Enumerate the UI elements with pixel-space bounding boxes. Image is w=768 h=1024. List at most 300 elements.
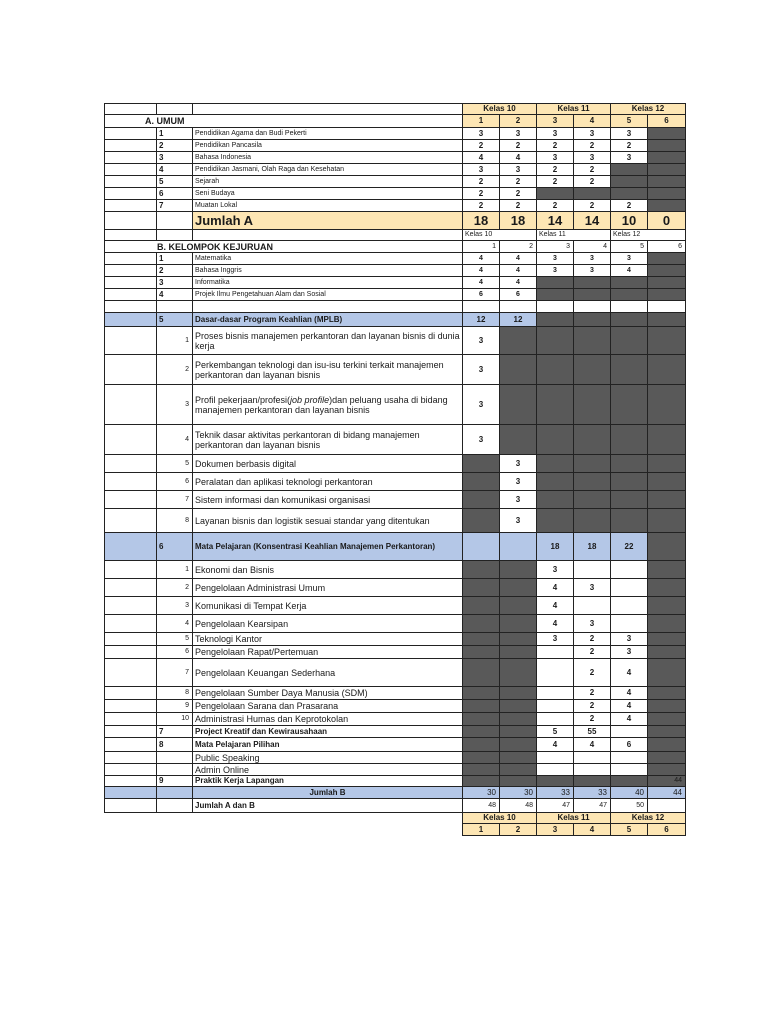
- grade-cell: [648, 659, 686, 687]
- blank-cell: [193, 301, 463, 313]
- blank-cell: [105, 200, 157, 212]
- row-number: 7: [157, 726, 193, 738]
- grade-cell: [537, 327, 574, 355]
- grade-cell: [537, 776, 574, 787]
- grade-cell: 2: [574, 713, 611, 726]
- total-label: Jumlah A: [193, 212, 463, 230]
- table-row: [105, 633, 686, 646]
- total-label: Jumlah A dan B: [193, 799, 463, 813]
- grade-cell: [648, 425, 686, 455]
- row-number: 1: [157, 253, 193, 265]
- grade-cell: [500, 355, 537, 385]
- grade-cell: [648, 491, 686, 509]
- item-number: 7: [157, 659, 193, 687]
- table-row: [105, 327, 686, 355]
- subject-name: Proses bisnis manajemen perkantoran dan layanan bisnis di dunia kerja: [193, 327, 463, 355]
- blank-cell: [105, 385, 157, 425]
- grade-cell: [463, 776, 500, 787]
- kelas-number: 4: [574, 115, 611, 128]
- kelas-number: 3: [537, 115, 574, 128]
- grade-cell: 3: [611, 253, 648, 265]
- jumlah-ab-row: [105, 799, 686, 813]
- table-row: [105, 188, 686, 200]
- grade-cell: [648, 615, 686, 633]
- grade-cell: 4: [574, 738, 611, 752]
- blank-cell: [105, 176, 157, 188]
- grade-cell: 22: [611, 533, 648, 561]
- grade-cell: 4: [537, 597, 574, 615]
- blank-cell: [157, 301, 193, 313]
- blank-cell: [157, 764, 193, 776]
- grade-cell: 4: [611, 659, 648, 687]
- grade-cell: [500, 776, 537, 787]
- blank-cell: [105, 700, 157, 713]
- grade-cell: [574, 277, 611, 289]
- grade-cell: 3: [537, 265, 574, 277]
- pilihan-row: [105, 738, 686, 752]
- kelas-number: 1: [463, 241, 500, 253]
- blank-cell: [105, 597, 157, 615]
- row-number: 4: [157, 164, 193, 176]
- grade-cell: [648, 152, 686, 164]
- grade-cell: [463, 533, 500, 561]
- grade-cell: [500, 533, 537, 561]
- item-number: 5: [157, 455, 193, 473]
- row-number: 3: [157, 277, 193, 289]
- kelas-footer-row: [105, 813, 686, 824]
- item-number: 2: [157, 579, 193, 597]
- kelas-number: 6: [648, 241, 686, 253]
- grade-cell: 44: [648, 776, 686, 787]
- blank-cell: [105, 164, 157, 176]
- grade-cell: 3: [463, 327, 500, 355]
- subject-name: Ekonomi dan Bisnis: [193, 561, 463, 579]
- blank-cell: [105, 726, 157, 738]
- row-number: 6: [157, 533, 193, 561]
- grade-cell: 3: [463, 164, 500, 176]
- grade-cell: [648, 473, 686, 491]
- grade-cell: 6: [463, 289, 500, 301]
- row-number: 5: [157, 176, 193, 188]
- blank-cell: [105, 188, 157, 200]
- blank-cell: [105, 579, 157, 597]
- grade-cell: [648, 313, 686, 327]
- subject-name: Pendidikan Agama dan Budi Pekerti: [193, 128, 463, 140]
- kelas-header: Kelas 12: [611, 104, 686, 115]
- grade-cell: [611, 385, 648, 425]
- blank-cell: [193, 824, 463, 836]
- subject-name: Project Kreatif dan Kewirausahaan: [193, 726, 463, 738]
- blank-cell: [105, 659, 157, 687]
- total-cell: 47: [537, 799, 574, 813]
- subject-name: Projek Ilmu Pengetahuan Alam dan Sosial: [193, 289, 463, 301]
- grade-cell: 18: [537, 533, 574, 561]
- blank-cell: [105, 140, 157, 152]
- subject-name: Teknologi Kantor: [193, 633, 463, 646]
- grade-cell: [611, 726, 648, 738]
- blank-cell: [105, 787, 157, 799]
- grade-cell: [648, 327, 686, 355]
- blank-cell: [105, 615, 157, 633]
- blank-cell: [105, 813, 157, 824]
- grade-cell: [611, 473, 648, 491]
- grade-cell: [611, 176, 648, 188]
- grade-cell: 3: [574, 128, 611, 140]
- grade-cell: [537, 425, 574, 455]
- grade-cell: 2: [574, 200, 611, 212]
- blank-cell: [105, 313, 157, 327]
- grade-cell: 4: [500, 277, 537, 289]
- grade-cell: [500, 385, 537, 425]
- grade-cell: 3: [463, 385, 500, 425]
- kelas-header: Kelas 10: [463, 230, 537, 241]
- item-number: 1: [157, 327, 193, 355]
- grade-cell: [648, 509, 686, 533]
- subject-name: Pendidikan Pancasila: [193, 140, 463, 152]
- section-title: B. KELOMPOK KEJURUAN: [105, 241, 463, 253]
- kelas-header: Kelas 11: [537, 230, 611, 241]
- grade-cell: [648, 738, 686, 752]
- grade-cell: 2: [537, 140, 574, 152]
- blank-cell: [105, 277, 157, 289]
- kelas-number: 4: [574, 824, 611, 836]
- table-row: [105, 277, 686, 289]
- blank-cell: [105, 633, 157, 646]
- total-cell: 50: [611, 799, 648, 813]
- subject-name: Seni Budaya: [193, 188, 463, 200]
- grade-cell: 2: [463, 200, 500, 212]
- grade-cell: [500, 738, 537, 752]
- item-number: 9: [157, 700, 193, 713]
- grade-cell: 4: [500, 253, 537, 265]
- grade-cell: 3: [500, 491, 537, 509]
- subject-name: Pengelolaan Rapat/Pertemuan: [193, 646, 463, 659]
- blank-cell: [105, 533, 157, 561]
- grade-cell: [611, 561, 648, 579]
- grade-cell: [574, 752, 611, 764]
- subject-name: Public Speaking: [193, 752, 463, 764]
- blank-cell: [157, 752, 193, 764]
- blank-cell: [105, 253, 157, 265]
- grade-cell: [648, 700, 686, 713]
- grade-cell: [500, 659, 537, 687]
- subject-name: Pendidikan Jasmani, Olah Raga dan Kesehatan: [193, 164, 463, 176]
- grade-cell: [500, 646, 537, 659]
- subject-name: Mata Pelajaran (Konsentrasi Keahlian Manajemen Perkantoran): [193, 533, 463, 561]
- grade-cell: [500, 713, 537, 726]
- grade-cell: [537, 455, 574, 473]
- kelas-header: Kelas 12: [611, 813, 686, 824]
- blank-cell: [157, 813, 193, 824]
- grade-cell: 2: [537, 164, 574, 176]
- grade-cell: [648, 277, 686, 289]
- grade-cell: [611, 509, 648, 533]
- grade-cell: [537, 355, 574, 385]
- item-number: 2: [157, 355, 193, 385]
- dasar-row: [105, 313, 686, 327]
- grade-cell: [537, 700, 574, 713]
- kelas-header-row: [105, 104, 686, 115]
- grade-cell: [537, 473, 574, 491]
- row-number: 4: [157, 289, 193, 301]
- grade-cell: 4: [611, 687, 648, 700]
- grade-cell: 2: [574, 700, 611, 713]
- grade-cell: [500, 633, 537, 646]
- grade-cell: [574, 289, 611, 301]
- grade-cell: 3: [574, 579, 611, 597]
- blank-cell: [105, 509, 157, 533]
- total-cell: 33: [537, 787, 574, 799]
- grade-cell: [500, 579, 537, 597]
- row-number: 9: [157, 776, 193, 787]
- grade-cell: [648, 200, 686, 212]
- grade-cell: 2: [574, 164, 611, 176]
- grade-cell: 2: [574, 176, 611, 188]
- grade-cell: [648, 579, 686, 597]
- grade-cell: 55: [574, 726, 611, 738]
- subject-name: Informatika: [193, 277, 463, 289]
- spacer-row: [105, 301, 686, 313]
- grade-cell: [537, 752, 574, 764]
- subject-name: Perkembangan teknologi dan isu-isu terkini terkait manajemen perkantoran dan layanan bisnis: [193, 355, 463, 385]
- blank-cell: [105, 104, 157, 115]
- grade-cell: 2: [611, 200, 648, 212]
- grade-cell: [648, 687, 686, 700]
- grade-cell: [648, 164, 686, 176]
- grade-cell: [463, 491, 500, 509]
- kelas-number: 5: [611, 824, 648, 836]
- grade-cell: 18: [574, 533, 611, 561]
- grade-cell: [537, 188, 574, 200]
- table-row: [105, 200, 686, 212]
- kelas-header: Kelas 10: [463, 813, 537, 824]
- grade-cell: [574, 473, 611, 491]
- grade-cell: [463, 700, 500, 713]
- subject-name: Muatan Lokal: [193, 200, 463, 212]
- blank-cell: [157, 799, 193, 813]
- item-number: 4: [157, 615, 193, 633]
- section-a-title-row: [105, 115, 686, 128]
- subject-name: Pengelolaan Sumber Daya Manusia (SDM): [193, 687, 463, 700]
- grade-cell: [537, 313, 574, 327]
- item-number: 3: [157, 597, 193, 615]
- grade-cell: [463, 764, 500, 776]
- blank-cell: [105, 738, 157, 752]
- grade-cell: 3: [463, 128, 500, 140]
- grade-cell: 2: [463, 176, 500, 188]
- grade-cell: [611, 597, 648, 615]
- blank-cell: [105, 764, 157, 776]
- grade-cell: 4: [463, 152, 500, 164]
- grade-cell: [463, 687, 500, 700]
- item-number: 5: [157, 633, 193, 646]
- grade-cell: 5: [537, 726, 574, 738]
- grade-cell: 3: [463, 355, 500, 385]
- item-number: 10: [157, 713, 193, 726]
- subject-name: Administrasi Humas dan Keprotokolan: [193, 713, 463, 726]
- grade-cell: [648, 188, 686, 200]
- blank-cell: [157, 104, 193, 115]
- subject-name: Layanan bisnis dan logistik sesuai standar yang ditentukan: [193, 509, 463, 533]
- grade-cell: 4: [611, 713, 648, 726]
- total-cell: 10: [611, 212, 648, 230]
- subject-name: Peralatan dan aplikasi teknologi perkantoran: [193, 473, 463, 491]
- grade-cell: [500, 425, 537, 455]
- total-cell: 33: [574, 787, 611, 799]
- grade-cell: [611, 491, 648, 509]
- blank-cell: [105, 327, 157, 355]
- blank-cell: [157, 787, 193, 799]
- grade-cell: [463, 579, 500, 597]
- grade-cell: 3: [537, 253, 574, 265]
- grade-cell: 2: [500, 200, 537, 212]
- total-cell: 48: [463, 799, 500, 813]
- grade-cell: [500, 597, 537, 615]
- grade-cell: [648, 128, 686, 140]
- subject-name: Komunikasi di Tempat Kerja: [193, 597, 463, 615]
- subject-name: Bahasa Indonesia: [193, 152, 463, 164]
- blank-cell: [105, 289, 157, 301]
- grade-cell: [648, 726, 686, 738]
- grade-cell: [500, 327, 537, 355]
- grade-cell: 6: [611, 738, 648, 752]
- table-row: [105, 687, 686, 700]
- item-number: 3: [157, 385, 193, 425]
- blank-cell: [193, 230, 463, 241]
- grade-cell: [648, 455, 686, 473]
- blank-cell: [105, 646, 157, 659]
- section-title: A. UMUM: [105, 115, 463, 128]
- grade-cell: 3: [611, 152, 648, 164]
- row-number: 2: [157, 140, 193, 152]
- kelas-number: 1: [463, 824, 500, 836]
- subject-name: Pengelolaan Administrasi Umum: [193, 579, 463, 597]
- grade-cell: [574, 491, 611, 509]
- table-row: [105, 164, 686, 176]
- row-number: 5: [157, 313, 193, 327]
- blank-cell: [105, 824, 157, 836]
- italic-term: job profile: [290, 394, 330, 405]
- total-cell: 47: [574, 799, 611, 813]
- total-cell: 18: [500, 212, 537, 230]
- subject-name: Sistem informasi dan komunikasi organisasi: [193, 491, 463, 509]
- grade-cell: [611, 164, 648, 176]
- kelas-number: 5: [611, 115, 648, 128]
- blank-cell: [105, 425, 157, 455]
- kelas-number: 2: [500, 241, 537, 253]
- blank-cell: [157, 230, 193, 241]
- total-cell: 0: [648, 212, 686, 230]
- blank-cell: [105, 301, 157, 313]
- blank-cell: [105, 561, 157, 579]
- grade-cell: [463, 455, 500, 473]
- grade-cell: [648, 597, 686, 615]
- grade-cell: [574, 455, 611, 473]
- row-number: 2: [157, 265, 193, 277]
- kelas-number: 6: [648, 824, 686, 836]
- blank-cell: [105, 152, 157, 164]
- grade-cell: [500, 726, 537, 738]
- grade-cell: 3: [537, 128, 574, 140]
- subject-name: Dokumen berbasis digital: [193, 455, 463, 473]
- item-number: 6: [157, 646, 193, 659]
- grade-cell: [574, 355, 611, 385]
- table-row: [105, 355, 686, 385]
- grade-cell: [463, 646, 500, 659]
- table-row: [105, 764, 686, 776]
- subject-name: Dasar-dasar Program Keahlian (MPLB): [193, 313, 463, 327]
- kelas-header: Kelas 12: [611, 230, 686, 241]
- blank-cell: [537, 301, 574, 313]
- grade-cell: [611, 313, 648, 327]
- grade-cell: 4: [463, 253, 500, 265]
- grade-cell: [463, 633, 500, 646]
- jumlah-b-row: [105, 787, 686, 799]
- table-row: [105, 509, 686, 533]
- konsentrasi-row: [105, 533, 686, 561]
- grade-cell: [537, 509, 574, 533]
- grade-cell: 3: [537, 561, 574, 579]
- blank-cell: [105, 713, 157, 726]
- row-number: 1: [157, 128, 193, 140]
- grade-cell: 2: [500, 176, 537, 188]
- total-cell: 44: [648, 787, 686, 799]
- blank-cell: [105, 230, 157, 241]
- subject-name: Praktik Kerja Lapangan: [193, 776, 463, 787]
- grade-cell: 3: [537, 633, 574, 646]
- grade-cell: [463, 473, 500, 491]
- blank-cell: [105, 799, 157, 813]
- grade-cell: [537, 659, 574, 687]
- grade-cell: 3: [500, 455, 537, 473]
- grade-cell: [611, 455, 648, 473]
- grade-cell: [463, 615, 500, 633]
- table-row: [105, 615, 686, 633]
- grade-cell: [574, 385, 611, 425]
- grade-cell: 2: [574, 646, 611, 659]
- blank-cell: [105, 355, 157, 385]
- blank-cell: [105, 212, 157, 230]
- grade-cell: [648, 265, 686, 277]
- table-row: [105, 253, 686, 265]
- grade-cell: 4: [611, 700, 648, 713]
- grade-cell: [463, 509, 500, 533]
- grade-cell: 3: [611, 128, 648, 140]
- row-number: 6: [157, 188, 193, 200]
- grade-cell: 3: [574, 253, 611, 265]
- pkl-row: [105, 776, 686, 787]
- grade-cell: [648, 533, 686, 561]
- grade-cell: [463, 561, 500, 579]
- grade-cell: 3: [463, 425, 500, 455]
- kelas-number: 2: [500, 115, 537, 128]
- blank-cell: [105, 687, 157, 700]
- grade-cell: [648, 764, 686, 776]
- grade-cell: [574, 597, 611, 615]
- grade-cell: 4: [537, 615, 574, 633]
- grade-cell: [648, 561, 686, 579]
- subject-name: Admin Online: [193, 764, 463, 776]
- kelas-number: 2: [500, 824, 537, 836]
- total-cell: 48: [500, 799, 537, 813]
- grade-cell: [500, 561, 537, 579]
- grade-cell: [537, 713, 574, 726]
- grade-cell: 12: [463, 313, 500, 327]
- grade-cell: [611, 776, 648, 787]
- table-row: [105, 561, 686, 579]
- table-row: [105, 385, 686, 425]
- grade-cell: [537, 289, 574, 301]
